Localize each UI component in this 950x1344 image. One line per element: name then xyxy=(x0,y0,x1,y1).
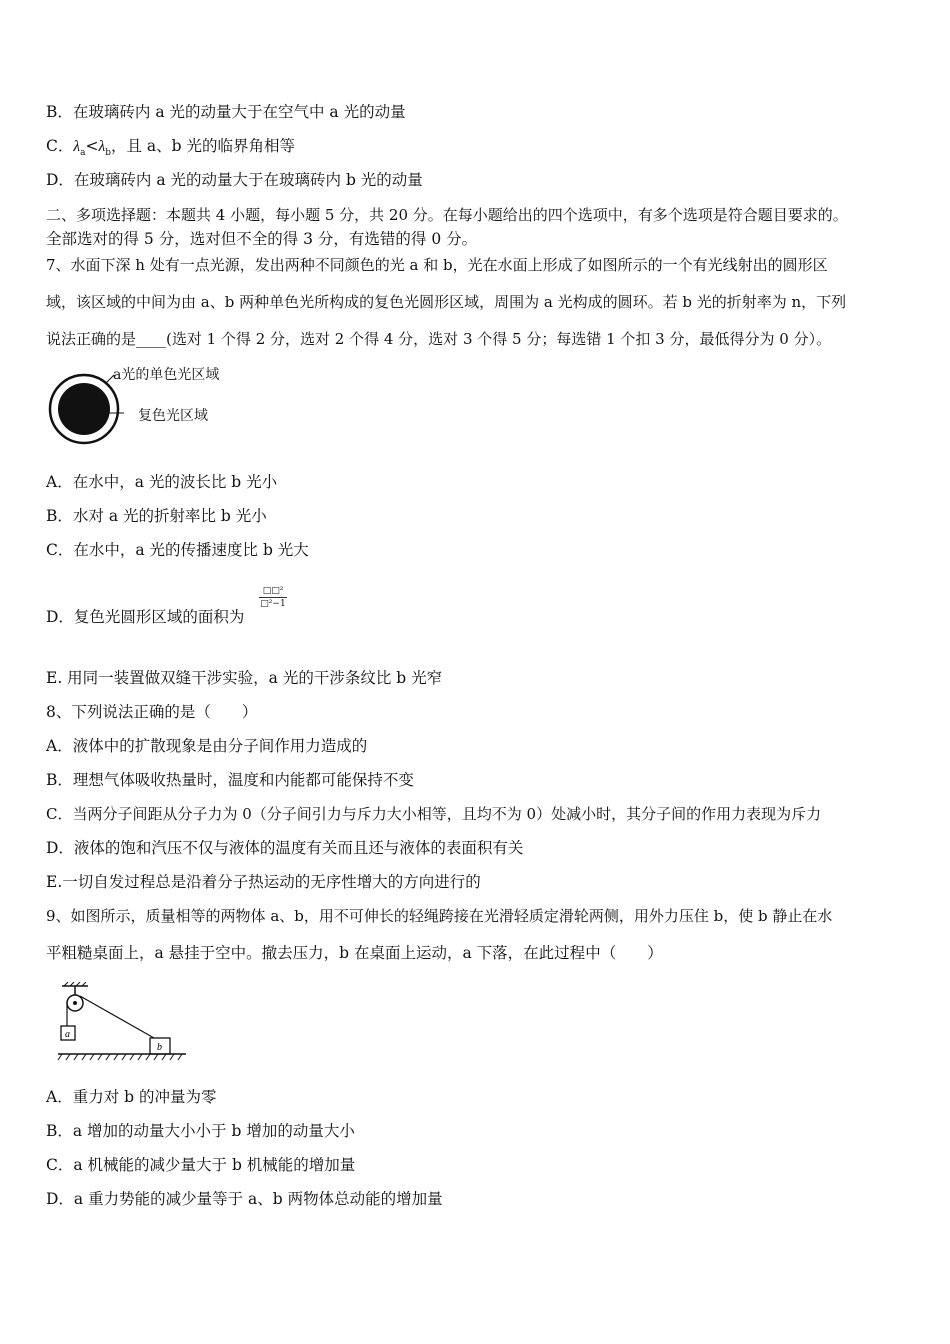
fraction-numerator: □□² xyxy=(262,586,284,596)
fraction-bar xyxy=(259,597,287,598)
q6-option-d: D．在玻璃砖内 a 光的动量大于在玻璃砖内 b 光的动量 xyxy=(46,171,423,189)
q7-figure-label-outer: a光的单色光区域 xyxy=(113,367,220,383)
q7-stem-line2: 域，该区域的中间为由 a、b 两种单色光所构成的复色光圆形区域，周围为 a 光构成的圆环。若 b 光的折射率为 n，下列 xyxy=(46,293,847,311)
q9-stem-line2: 平粗糙桌面上，a 悬挂于空中。撤去压力，b 在桌面上运动，a 下落，在此过程中（ ） xyxy=(46,944,663,962)
lambda-a: λ xyxy=(73,138,81,155)
lambda-b: λ xyxy=(98,138,106,155)
q7-option-d: D．复色光圆形区域的面积为 xyxy=(46,608,245,626)
less-than: < xyxy=(85,137,99,155)
q9-option-c: C．a 机械能的减少量大于 b 机械能的增加量 xyxy=(46,1156,356,1174)
q7-figure-label-inner: 复色光区域 xyxy=(138,408,208,424)
fraction-denominator: □²−1 xyxy=(260,599,286,609)
section2-heading-line2: 全部选对的得 5 分，选对但不全的得 3 分，有选错的得 0 分。 xyxy=(46,230,478,248)
q8-stem: 8、下列说法正确的是（ ） xyxy=(46,703,258,721)
q9-option-a: A．重力对 b 的冲量为零 xyxy=(46,1088,217,1106)
section2-heading-line1: 二、多项选择题：本题共 4 小题，每小题 5 分，共 20 分。在每小题给出的四个选项中，有多个选项是符合题目要求的。 xyxy=(46,206,848,224)
q7-stem-line1: 7、水面下深 h 处有一点光源，发出两种不同颜色的光 a 和 b，光在水面上形成了如图所示的一个有光线射出的圆形区 xyxy=(46,256,828,274)
q8-option-d: D．液体的饱和汽压不仅与液体的温度有关而且还与液体的表面积有关 xyxy=(46,839,524,857)
q9-pulley-figure xyxy=(56,982,188,1064)
inner-disk xyxy=(58,383,110,435)
q9-option-b: B．a 增加的动量大小小于 b 增加的动量大小 xyxy=(46,1122,355,1140)
q6-option-c-rest: ，且 a、b 光的临界角相等 xyxy=(110,137,295,155)
lambda-b-sub: b xyxy=(105,148,111,159)
q7-option-e: E. 用同一装置做双缝干涉实验，a 光的干涉条纹比 b 光窄 xyxy=(46,669,443,687)
block-a-label: a xyxy=(65,1029,70,1040)
q7-option-d-fraction xyxy=(259,586,287,609)
q6-option-c xyxy=(46,136,295,163)
q7-stem-line3: 说法正确的是____(选对 1 个得 2 分，选对 2 个得 4 分，选对 3 个得 5 分；每选错 1 个扣 3 分，最低得分为 0 分）。 xyxy=(46,330,832,348)
q7-option-b: B．水对 a 光的折射率比 b 光小 xyxy=(46,507,267,525)
q8-option-a: A．液体中的扩散现象是由分子间作用力造成的 xyxy=(46,737,368,755)
q8-option-b: B．理想气体吸收热量时，温度和内能都可能保持不变 xyxy=(46,771,414,789)
q9-option-d: D．a 重力势能的减少量等于 a、b 两物体总动能的增加量 xyxy=(46,1190,443,1208)
q8-option-c: C．当两分子间距从分子力为 0（分子间引力与斥力大小相等，且均不为 0）处减小时，其分子间的作用力表现为斥力 xyxy=(46,805,822,823)
block-b-label: b xyxy=(157,1042,162,1053)
q7-option-a: A．在水中，a 光的波长比 b 光小 xyxy=(46,473,278,491)
q6-option-b: B．在玻璃砖内 a 光的动量大于在空气中 a 光的动量 xyxy=(46,103,406,121)
q7-option-c: C．在水中，a 光的传播速度比 b 光大 xyxy=(46,541,309,559)
q9-stem-line1: 9、如图所示，质量相等的两物体 a、b，用不可伸长的轻绳跨接在光滑轻质定滑轮两侧，用外力压住 b，使 b 静止在水 xyxy=(46,907,833,925)
lambda-a-sub: a xyxy=(80,148,86,159)
q8-option-e: E.一切自发过程总是沿着分子热运动的无序性增大的方向进行的 xyxy=(46,873,481,891)
q6-option-c-prefix: C． xyxy=(46,137,74,155)
